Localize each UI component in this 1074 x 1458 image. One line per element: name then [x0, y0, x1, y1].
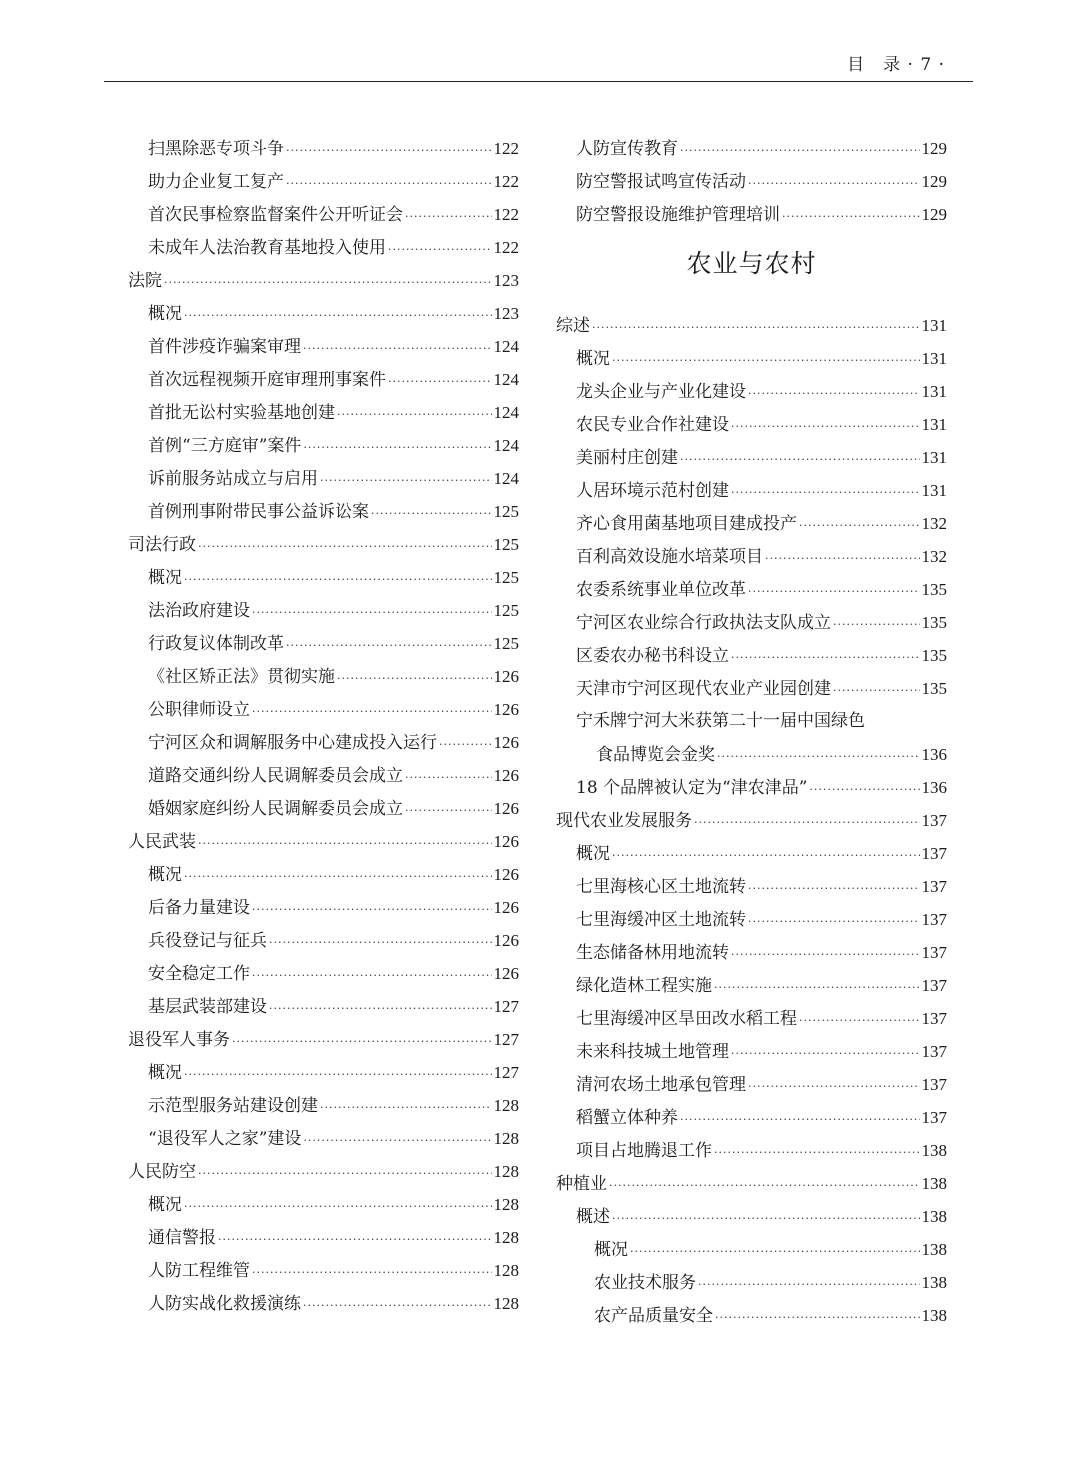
toc-entry-title: 法院	[128, 271, 162, 291]
toc-right-top	[556, 132, 947, 231]
toc-entry-page: 131	[921, 448, 947, 467]
dot-leader	[748, 905, 920, 938]
toc-entry-page: 127	[493, 997, 519, 1016]
toc-entry-page: 128	[493, 1294, 519, 1313]
toc-entry-title: 未来科技城土地管理	[576, 1042, 729, 1062]
toc-entry-title: 首次远程视频开庭审理刑事案件	[148, 370, 386, 390]
toc-right-bottom	[556, 309, 947, 1332]
toc-entry	[556, 1101, 947, 1134]
dot-leader	[286, 167, 492, 200]
toc-section-entry	[128, 1023, 519, 1056]
toc-entry-title: 七里海缓冲区土地流转	[576, 910, 746, 930]
toc-entry	[128, 330, 519, 363]
toc-entry-title: 七里海缓冲区旱田改水稻工程	[576, 1009, 797, 1029]
toc-entry-title: 首批无讼村实验基地创建	[148, 403, 335, 423]
toc-entry	[556, 132, 947, 165]
toc-entry	[556, 507, 947, 540]
toc-entry-page: 138	[921, 1240, 947, 1259]
dot-leader	[269, 992, 492, 1025]
toc-section-entry	[556, 309, 947, 342]
toc-entry-page: 126	[493, 667, 519, 686]
toc-entry-page: 131	[921, 316, 947, 335]
toc-entry-title: 《社区矫正法》贯彻实施	[148, 667, 335, 687]
toc-entry	[128, 858, 519, 891]
toc-entry	[128, 132, 519, 165]
toc-entry	[128, 693, 519, 726]
toc-entry	[556, 936, 947, 969]
toc-entry	[556, 771, 947, 804]
toc-entry	[556, 165, 947, 198]
toc-entry-page: 128	[493, 1261, 519, 1280]
dot-leader	[748, 872, 920, 905]
dot-leader	[680, 443, 920, 476]
toc-entry-page: 138	[921, 1306, 947, 1325]
toc-entry-page: 125	[493, 634, 519, 653]
toc-entry-title: 首例刑事附带民事公益诉讼案	[148, 502, 369, 522]
toc-entry-page: 122	[493, 139, 519, 158]
dot-leader	[320, 1091, 492, 1124]
toc-entry-title: 生态储备林用地流转	[576, 943, 729, 963]
toc-entry-page: 128	[493, 1096, 519, 1115]
toc-entry-page: 132	[921, 547, 947, 566]
toc-entry-title: 助力企业复工复产	[148, 172, 284, 192]
dot-leader	[405, 200, 492, 233]
toc-entry-title: 农委系统事业单位改革	[576, 580, 746, 600]
toc-entry-page: 126	[493, 898, 519, 917]
dot-leader	[731, 641, 920, 674]
toc-entry-page: 125	[493, 601, 519, 620]
toc-entry-page: 131	[921, 415, 947, 434]
toc-entry	[556, 1134, 947, 1167]
toc-entry-title: 七里海核心区土地流转	[576, 877, 746, 897]
toc-entry	[128, 231, 519, 264]
toc-entry	[556, 342, 947, 375]
toc-entry-title: 美丽村庄创建	[576, 448, 678, 468]
toc-entry-title: 概况	[148, 304, 182, 324]
toc-entry-page: 131	[921, 349, 947, 368]
toc-entry-page: 138	[921, 1207, 947, 1226]
toc-entry	[128, 198, 519, 231]
toc-entry-title: 行政复议体制改革	[148, 634, 284, 654]
toc-entry-page: 136	[921, 778, 947, 797]
toc-entry	[556, 375, 947, 408]
toc-entry	[556, 870, 947, 903]
toc-entry	[556, 573, 947, 606]
toc-entry-page: 138	[921, 1273, 947, 1292]
dot-leader	[218, 1223, 492, 1256]
toc-entry-title: 概况	[576, 349, 610, 369]
toc-entry-page: 127	[493, 1063, 519, 1082]
toc-entry-title: 示范型服务站建设创建	[148, 1096, 318, 1116]
toc-entry	[128, 726, 519, 759]
dot-leader	[388, 365, 492, 398]
dot-leader	[198, 1157, 492, 1190]
toc-entry-page: 124	[493, 337, 519, 356]
toc-entry-title: 首次民事检察监督案件公开听证会	[148, 205, 403, 225]
dot-leader	[388, 233, 492, 266]
toc-section-entry	[128, 825, 519, 858]
dot-leader	[748, 377, 920, 410]
toc-right-column	[556, 132, 947, 1332]
header-rule	[104, 81, 973, 82]
dot-leader	[371, 497, 492, 530]
dot-leader	[232, 1025, 492, 1058]
toc-entry	[556, 198, 947, 231]
running-header	[104, 50, 973, 78]
dot-leader	[320, 464, 492, 497]
toc-entry-page: 122	[493, 172, 519, 191]
toc-entry	[556, 1068, 947, 1101]
toc-entry	[556, 1200, 947, 1233]
dot-leader	[715, 1301, 920, 1334]
toc-entry-page: 138	[921, 1174, 947, 1193]
dot-leader	[748, 167, 920, 200]
toc-entry-page: 137	[921, 844, 947, 863]
toc-entry	[556, 1233, 947, 1266]
toc-entry-page: 137	[921, 1042, 947, 1061]
toc-entry-page: 127	[493, 1030, 519, 1049]
dot-leader	[748, 1070, 920, 1103]
toc-entry-page: 125	[493, 502, 519, 521]
toc-entry	[128, 165, 519, 198]
toc-entry-title: 首件涉疫诈骗案审理	[148, 337, 301, 357]
toc-entry	[128, 1287, 519, 1320]
toc-entry	[128, 990, 519, 1023]
toc-entry	[128, 1056, 519, 1089]
dot-leader	[731, 476, 920, 509]
toc-entry-page: 124	[493, 469, 519, 488]
toc-entry-page: 124	[493, 436, 519, 455]
toc-entry	[128, 759, 519, 792]
toc-entry	[128, 363, 519, 396]
toc-entry-title: 概况	[148, 865, 182, 885]
dot-leader	[833, 674, 920, 707]
dot-leader	[184, 860, 492, 893]
toc-entry-page: 129	[921, 205, 947, 224]
toc-entry	[556, 408, 947, 441]
dot-leader	[799, 509, 920, 542]
toc-entry-page: 137	[921, 877, 947, 896]
dot-leader	[714, 1136, 920, 1169]
toc-entry-title: 概况	[148, 568, 182, 588]
toc-entry-text: 宁禾牌宁河大米获第二十一届中国绿色	[576, 711, 865, 731]
toc-left-column	[128, 132, 519, 1320]
dot-leader	[799, 1004, 920, 1037]
header-text: 目 录 · 7 ·	[847, 55, 945, 75]
dot-leader	[252, 893, 492, 926]
toc-entry-title: 概况	[148, 1063, 182, 1083]
toc-entry-title: 食品博览会金奖	[596, 745, 715, 765]
toc-entry-title: 退役军人事务	[128, 1030, 230, 1050]
toc-entry-title: 人居环境示范村创建	[576, 481, 729, 501]
dot-leader	[252, 1256, 492, 1289]
toc-entry-title: 18 个品牌被认定为“津农津品”	[576, 778, 808, 798]
toc-entry-title: 司法行政	[128, 535, 196, 555]
dot-leader	[303, 332, 492, 365]
toc-entry-page: 137	[921, 976, 947, 995]
dot-leader	[252, 959, 492, 992]
toc-entry	[556, 969, 947, 1002]
toc-entry	[128, 1188, 519, 1221]
toc-entry-title: 防空警报试鸣宣传活动	[576, 172, 746, 192]
toc-entry-page: 128	[493, 1162, 519, 1181]
toc-entry-page: 126	[493, 832, 519, 851]
dot-leader	[164, 266, 492, 299]
dot-leader	[630, 1235, 920, 1268]
toc-entry-title: 通信警报	[148, 1228, 216, 1248]
dot-leader	[714, 971, 920, 1004]
toc-entry-title: 区委农办秘书科设立	[576, 646, 729, 666]
toc-entry	[556, 474, 947, 507]
dot-leader	[184, 299, 492, 332]
toc-entry-page: 126	[493, 799, 519, 818]
dot-leader	[680, 134, 920, 167]
dot-leader	[592, 311, 920, 344]
dot-leader	[286, 134, 492, 167]
toc-entry	[556, 1299, 947, 1332]
dot-leader	[198, 530, 492, 563]
toc-entry	[556, 441, 947, 474]
toc-entry	[556, 540, 947, 573]
toc-entry-page: 128	[493, 1195, 519, 1214]
dot-leader	[698, 1268, 920, 1301]
toc-entry-title: 宁河区众和调解服务中心建成投入运行	[148, 733, 437, 753]
toc-entry-page: 137	[921, 1009, 947, 1028]
dot-leader	[198, 827, 492, 860]
toc-entry	[128, 396, 519, 429]
dot-leader	[405, 761, 492, 794]
toc-entry-page: 135	[921, 580, 947, 599]
toc-entry	[128, 1254, 519, 1287]
toc-entry-title: 安全稳定工作	[148, 964, 250, 984]
toc-entry	[128, 924, 519, 957]
toc-entry-title: 稻蟹立体种养	[576, 1108, 678, 1128]
toc-entry-page: 137	[921, 811, 947, 830]
dot-leader	[731, 410, 920, 443]
toc-entry-page: 125	[493, 568, 519, 587]
dot-leader	[303, 431, 491, 464]
toc-entry	[556, 1035, 947, 1068]
dot-leader	[303, 1124, 491, 1157]
toc-entry	[556, 1002, 947, 1035]
dot-leader	[612, 344, 920, 377]
toc-section-entry	[128, 264, 519, 297]
toc-entry-page: 122	[493, 205, 519, 224]
dot-leader	[286, 629, 492, 662]
toc-entry-title: 概述	[576, 1207, 610, 1227]
dot-leader	[269, 926, 492, 959]
dot-leader	[809, 773, 919, 806]
dot-leader	[612, 1202, 920, 1235]
dot-leader	[184, 563, 492, 596]
toc-entry	[128, 1221, 519, 1254]
toc-entry-title: 现代农业发展服务	[556, 811, 692, 831]
toc-entry-page: 135	[921, 613, 947, 632]
toc-entry-title: 人民武装	[128, 832, 196, 852]
toc-entry	[128, 594, 519, 627]
toc-entry-page: 138	[921, 1141, 947, 1160]
toc-entry	[128, 462, 519, 495]
toc-entry-title: 扫黑除恶专项斗争	[148, 139, 284, 159]
toc-entry-page: 131	[921, 481, 947, 500]
toc-entry	[128, 891, 519, 924]
dot-leader	[612, 839, 920, 872]
dot-leader	[252, 695, 492, 728]
toc-entry	[128, 1122, 519, 1155]
toc-entry-title: 概况	[148, 1195, 182, 1215]
dot-leader	[765, 542, 920, 575]
toc-entry-page: 132	[921, 514, 947, 533]
toc-entry-title: 防空警报设施维护管理培训	[576, 205, 780, 225]
toc-entry	[128, 429, 519, 462]
toc-entry-title: 农产品质量安全	[594, 1306, 713, 1326]
toc-entry-title: 龙头企业与产业化建设	[576, 382, 746, 402]
toc-entry-page: 135	[921, 646, 947, 665]
toc-entry-title: 农业技术服务	[594, 1273, 696, 1293]
toc-entry	[556, 606, 947, 639]
toc-entry	[556, 837, 947, 870]
toc-entry-title: 宁河区农业综合行政执法支队成立	[576, 613, 831, 633]
toc-entry-title: 农民专业合作社建设	[576, 415, 729, 435]
toc-entry	[128, 297, 519, 330]
toc-entry	[128, 627, 519, 660]
toc-entry-title: 清河农场土地承包管理	[576, 1075, 746, 1095]
toc-entry	[556, 1266, 947, 1299]
toc-entry	[128, 660, 519, 693]
toc-entry-title: 绿化造林工程实施	[576, 976, 712, 996]
toc-entry-page: 126	[493, 766, 519, 785]
toc-entry-title: 婚姻家庭纠纷人民调解委员会成立	[148, 799, 403, 819]
toc-entry-title: 法治政府建设	[148, 601, 250, 621]
toc-entry-title: 天津市宁河区现代农业产业园创建	[576, 679, 831, 699]
toc-entry-title: 公职律师设立	[148, 700, 250, 720]
section-title: 农业与农村	[686, 249, 817, 278]
toc-entry-title: 诉前服务站成立与启用	[148, 469, 318, 489]
toc-entry-title: 种植业	[556, 1174, 607, 1194]
toc-entry-title: “退役军人之家”建设	[148, 1129, 302, 1149]
dot-leader	[731, 1037, 920, 1070]
dot-leader	[694, 806, 920, 839]
toc-entry-page: 123	[493, 271, 519, 290]
dot-leader	[833, 608, 920, 641]
toc-entry-page: 125	[493, 535, 519, 554]
toc-entry-title: 综述	[556, 316, 590, 336]
toc-entry	[556, 738, 947, 771]
toc-entry-title: 人防宣传教育	[576, 139, 678, 159]
toc-entry-title: 项目占地腾退工作	[576, 1141, 712, 1161]
toc-entry-page: 126	[493, 700, 519, 719]
toc-entry-page: 124	[493, 403, 519, 422]
toc-entry-page: 137	[921, 1075, 947, 1094]
dot-leader	[748, 575, 920, 608]
dot-leader	[184, 1190, 492, 1223]
dot-leader	[717, 740, 920, 773]
toc-entry	[128, 561, 519, 594]
toc-entry	[128, 792, 519, 825]
toc-entry-page: 136	[921, 745, 947, 764]
toc-entry-page: 123	[493, 304, 519, 323]
toc-entry	[556, 639, 947, 672]
dot-leader	[731, 938, 920, 971]
toc-entry-title: 人防工程维管	[148, 1261, 250, 1281]
dot-leader	[609, 1169, 920, 1202]
dot-leader	[782, 200, 920, 233]
toc-entry-page: 128	[493, 1129, 519, 1148]
dot-leader	[337, 662, 492, 695]
toc-section-entry	[556, 804, 947, 837]
toc-entry-page: 131	[921, 382, 947, 401]
toc-entry-title: 道路交通纠纷人民调解委员会成立	[148, 766, 403, 786]
dot-leader	[439, 728, 492, 761]
toc-entry-title: 概况	[576, 844, 610, 864]
toc-entry-title: 概况	[594, 1240, 628, 1260]
dot-leader	[252, 596, 492, 629]
toc-entry-page: 126	[493, 931, 519, 950]
dot-leader	[303, 1289, 492, 1322]
toc-section-entry	[128, 528, 519, 561]
toc-entry-title: 人民防空	[128, 1162, 196, 1182]
dot-leader	[405, 794, 492, 827]
toc-section-entry	[556, 1167, 947, 1200]
toc-section-entry	[128, 1155, 519, 1188]
toc-entry-page: 126	[493, 733, 519, 752]
toc-entry-page: 137	[921, 910, 947, 929]
toc-entry-title: 兵役登记与征兵	[148, 931, 267, 951]
toc-entry-title: 基层武装部建设	[148, 997, 267, 1017]
toc-entry-page: 124	[493, 370, 519, 389]
dot-leader	[184, 1058, 492, 1091]
toc-entry-page: 126	[493, 865, 519, 884]
toc-entry	[128, 1089, 519, 1122]
toc-entry-title: 后备力量建设	[148, 898, 250, 918]
toc-entry-title: 齐心食用菌基地项目建成投产	[576, 514, 797, 534]
toc-entry	[556, 672, 947, 705]
toc-entry-title: 未成年人法治教育基地投入使用	[148, 238, 386, 258]
toc-entry-title: 首例“三方庭审”案件	[148, 436, 302, 456]
dot-leader	[337, 398, 492, 431]
toc-entry-page: 137	[921, 1108, 947, 1127]
toc-entry	[128, 495, 519, 528]
toc-entry-page: 129	[921, 172, 947, 191]
toc-entry-page: 126	[493, 964, 519, 983]
toc-entry-title: 人防实战化救援演练	[148, 1294, 301, 1314]
toc-entry	[556, 903, 947, 936]
toc-entry-page: 122	[493, 238, 519, 257]
toc-entry-page: 137	[921, 943, 947, 962]
toc-entry	[128, 957, 519, 990]
dot-leader	[680, 1103, 920, 1136]
toc-entry-page: 129	[921, 139, 947, 158]
toc-entry-page: 135	[921, 679, 947, 698]
toc-entry-page: 128	[493, 1228, 519, 1247]
toc-entry-title: 百利高效设施水培菜项目	[576, 547, 763, 567]
